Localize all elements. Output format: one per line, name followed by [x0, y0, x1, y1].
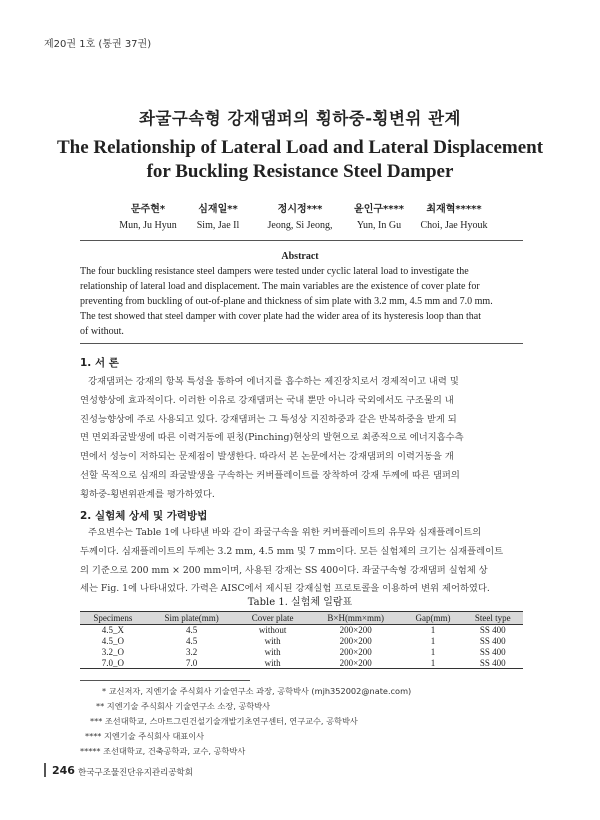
table-row — [80, 625, 523, 636]
abstract-line: The test showed that steel damper with cover plate had the wider area of its hysteresis loop than that — [80, 311, 481, 322]
footnote-rule — [80, 680, 250, 681]
footnote: ** 지엔기술 주식회사 기술연구소 소장, 공학박사 — [96, 701, 271, 711]
table-cell: with — [264, 636, 281, 646]
table-cell: 1 — [430, 647, 436, 657]
body-line: 두께이다. 심재플레이트의 두께는 3.2 mm, 4.5 mm 및 7 mm이다. 모든 실험체의 크기는 심재플레이트 — [80, 545, 504, 557]
table-cell: 4.5_O — [101, 636, 125, 646]
author-name-english: Mun, Ju Hyun — [119, 220, 177, 231]
table-row — [80, 647, 523, 658]
table-header-row — [80, 612, 523, 625]
table-cell: 4.5_X — [101, 625, 125, 636]
body-line: 횡하중-횡변위관계를 평가하였다. — [80, 488, 215, 500]
table-cell: 4.5 — [185, 636, 198, 646]
page-number: 246 — [52, 764, 75, 777]
author — [180, 200, 256, 231]
author-name-korean: 문주현* — [130, 204, 166, 215]
table-cell: SS 400 — [463, 658, 523, 669]
table-cell: 1 — [430, 625, 436, 636]
body-line: 주요변수는 Table 1에 나타낸 바와 같이 좌굴구속을 위한 커버플레이트의 유무와 심재플레이트의 — [88, 527, 482, 538]
abstract-line: of without. — [80, 326, 124, 337]
abstract-line: The four buckling resistance steel dampers were tested under cyclic lateral load to investigate the — [80, 266, 469, 277]
author-name-korean: 정시정*** — [277, 204, 323, 215]
table-cell: 3.2 — [185, 647, 198, 657]
table-cell: 4.5 — [185, 625, 198, 636]
footnotes — [80, 684, 411, 759]
abstract-top-rule — [80, 240, 523, 241]
footnote: *** 조선대학교, 스마트그린건설기술개발기초연구센터, 연구교수, 공학박사 — [90, 716, 358, 726]
abstract-heading: Abstract — [281, 251, 319, 262]
paper-title-english-line: for Buckling Resistance Steel Damper — [146, 161, 454, 182]
table-cell: 200×200 — [339, 625, 372, 636]
footnote: **** 지엔기술 주식회사 대표이사 — [85, 731, 205, 741]
table-cell: with — [237, 658, 307, 669]
author — [404, 200, 504, 231]
table-header-cell: Specimens — [80, 612, 146, 625]
author-name-english: Jeong, Si Jeong, — [267, 220, 333, 231]
journal-issue-header: 제20권 1호 (통권 37권) — [44, 39, 152, 50]
table-cell: 1 — [404, 658, 463, 669]
footnote: * 교신저자, 지엔기술 주식회사 기술연구소 과장, 공학박사 (mjh352002@nate.com) — [102, 686, 412, 696]
section-body-specimens — [80, 524, 523, 599]
body-line: 세는 Fig. 1에 나타내었다. 가력은 AISC에서 제시된 강재실험 프로토콜을 이용하여 변위 제어하였다. — [80, 583, 490, 595]
body-line: 연성향상에 효과적이다. 이러한 이유로 강재댐퍼는 국내 뿐만 아니라 국외에서도 구조물의 내 — [80, 394, 454, 406]
table-caption: Table 1. 실험체 일람표 — [247, 597, 353, 608]
footnote: ***** 조선대학교, 건축공학과, 교수, 공학박사 — [80, 746, 246, 756]
table-row — [80, 658, 523, 669]
table-cell: 200×200 — [339, 647, 372, 657]
table-cell: 7.0_O — [80, 658, 146, 669]
section-heading-introduction: 1. 서 론 — [80, 357, 119, 369]
body-line: 선할 목적으로 심재의 좌굴발생을 구속하는 커버플레이트를 장착하여 강재 두께에 따른 댐퍼의 — [80, 469, 460, 481]
author-name-korean: 최재혁***** — [426, 204, 482, 215]
body-line: 면 면외좌굴발생에 따른 이력거동에 핀칭(Pinching)현상의 발현으로 최종적으로 에너지흡수측 — [80, 432, 464, 444]
author-name-english: Yun, In Gu — [356, 220, 402, 231]
table-header-cell: Sim plate(mm) — [146, 612, 238, 625]
author-name-korean: 윤인구**** — [354, 204, 404, 215]
paper-title-english-line: The Relationship of Lateral Load and Lateral Displacement — [56, 137, 544, 158]
abstract-line: preventing from buckling of out-of-plane and thickness of sim plate with 3.2 mm, 4.5 mm and 7.0 mm. — [80, 296, 493, 307]
table-cell: 3.2_O — [101, 647, 125, 657]
table-header-cell: Steel type — [463, 612, 523, 625]
paper-title-korean: 좌굴구속형 강재댐퍼의 횡하중-횡변위 관계 — [139, 109, 461, 128]
author-name-english: Sim, Jae Il — [196, 220, 240, 231]
table-header-cell: Cover plate — [237, 612, 307, 625]
paper-title-english — [0, 136, 600, 184]
table-cell: 200×200 — [339, 636, 372, 646]
table-cell: SS 400 — [479, 647, 506, 657]
abstract-line: relationship of lateral load and displacement. The main variables are the existence of cover plate for — [80, 281, 480, 292]
table-header-cell: B×H(mm×mm) — [308, 612, 404, 625]
table-cell: without — [258, 625, 287, 636]
body-line: 강재댐퍼는 강재의 항복 특성을 통하여 에너지를 흡수하는 제진장치로서 경제적이고 내력 및 — [88, 376, 459, 387]
table-cell: with — [264, 647, 281, 657]
body-line: 진성능향상에 주로 사용되고 있다. 강재댐퍼는 그 특성상 지진하중과 같은 반복하중을 받게 되 — [80, 413, 457, 425]
page-footer-bar — [44, 763, 46, 777]
abstract-body — [80, 264, 523, 339]
table-cell: 200×200 — [308, 658, 404, 669]
table-cell: 7.0 — [146, 658, 238, 669]
author-list — [0, 200, 600, 240]
author-name-english: Choi, Jae Hyouk — [420, 220, 488, 231]
table-cell: 1 — [430, 636, 436, 646]
section-heading-specimens: 2. 실험체 상세 및 가력방법 — [80, 510, 208, 522]
table-row — [80, 636, 523, 647]
table-cell: SS 400 — [479, 636, 506, 646]
author — [252, 200, 348, 231]
author-name-korean: 심재일** — [198, 204, 238, 215]
abstract-bottom-rule — [80, 343, 523, 344]
table-header-cell: Gap(mm) — [404, 612, 463, 625]
specimen-table — [80, 611, 523, 669]
body-line: 면에서 성능이 저하되는 문제점이 발생한다. 따라서 본 논문에서는 강재댐퍼의 이력거동을 개 — [80, 451, 454, 463]
table-cell: SS 400 — [479, 625, 506, 636]
journal-name: 한국구조물진단유지관리공학회 — [78, 768, 193, 778]
section-body-introduction — [80, 373, 523, 505]
body-line: 의 기준으로 200 mm × 200 mm이며, 사용된 강재는 SS 400이다. 좌굴구속형 강재댐퍼 실험체 상 — [80, 564, 488, 576]
